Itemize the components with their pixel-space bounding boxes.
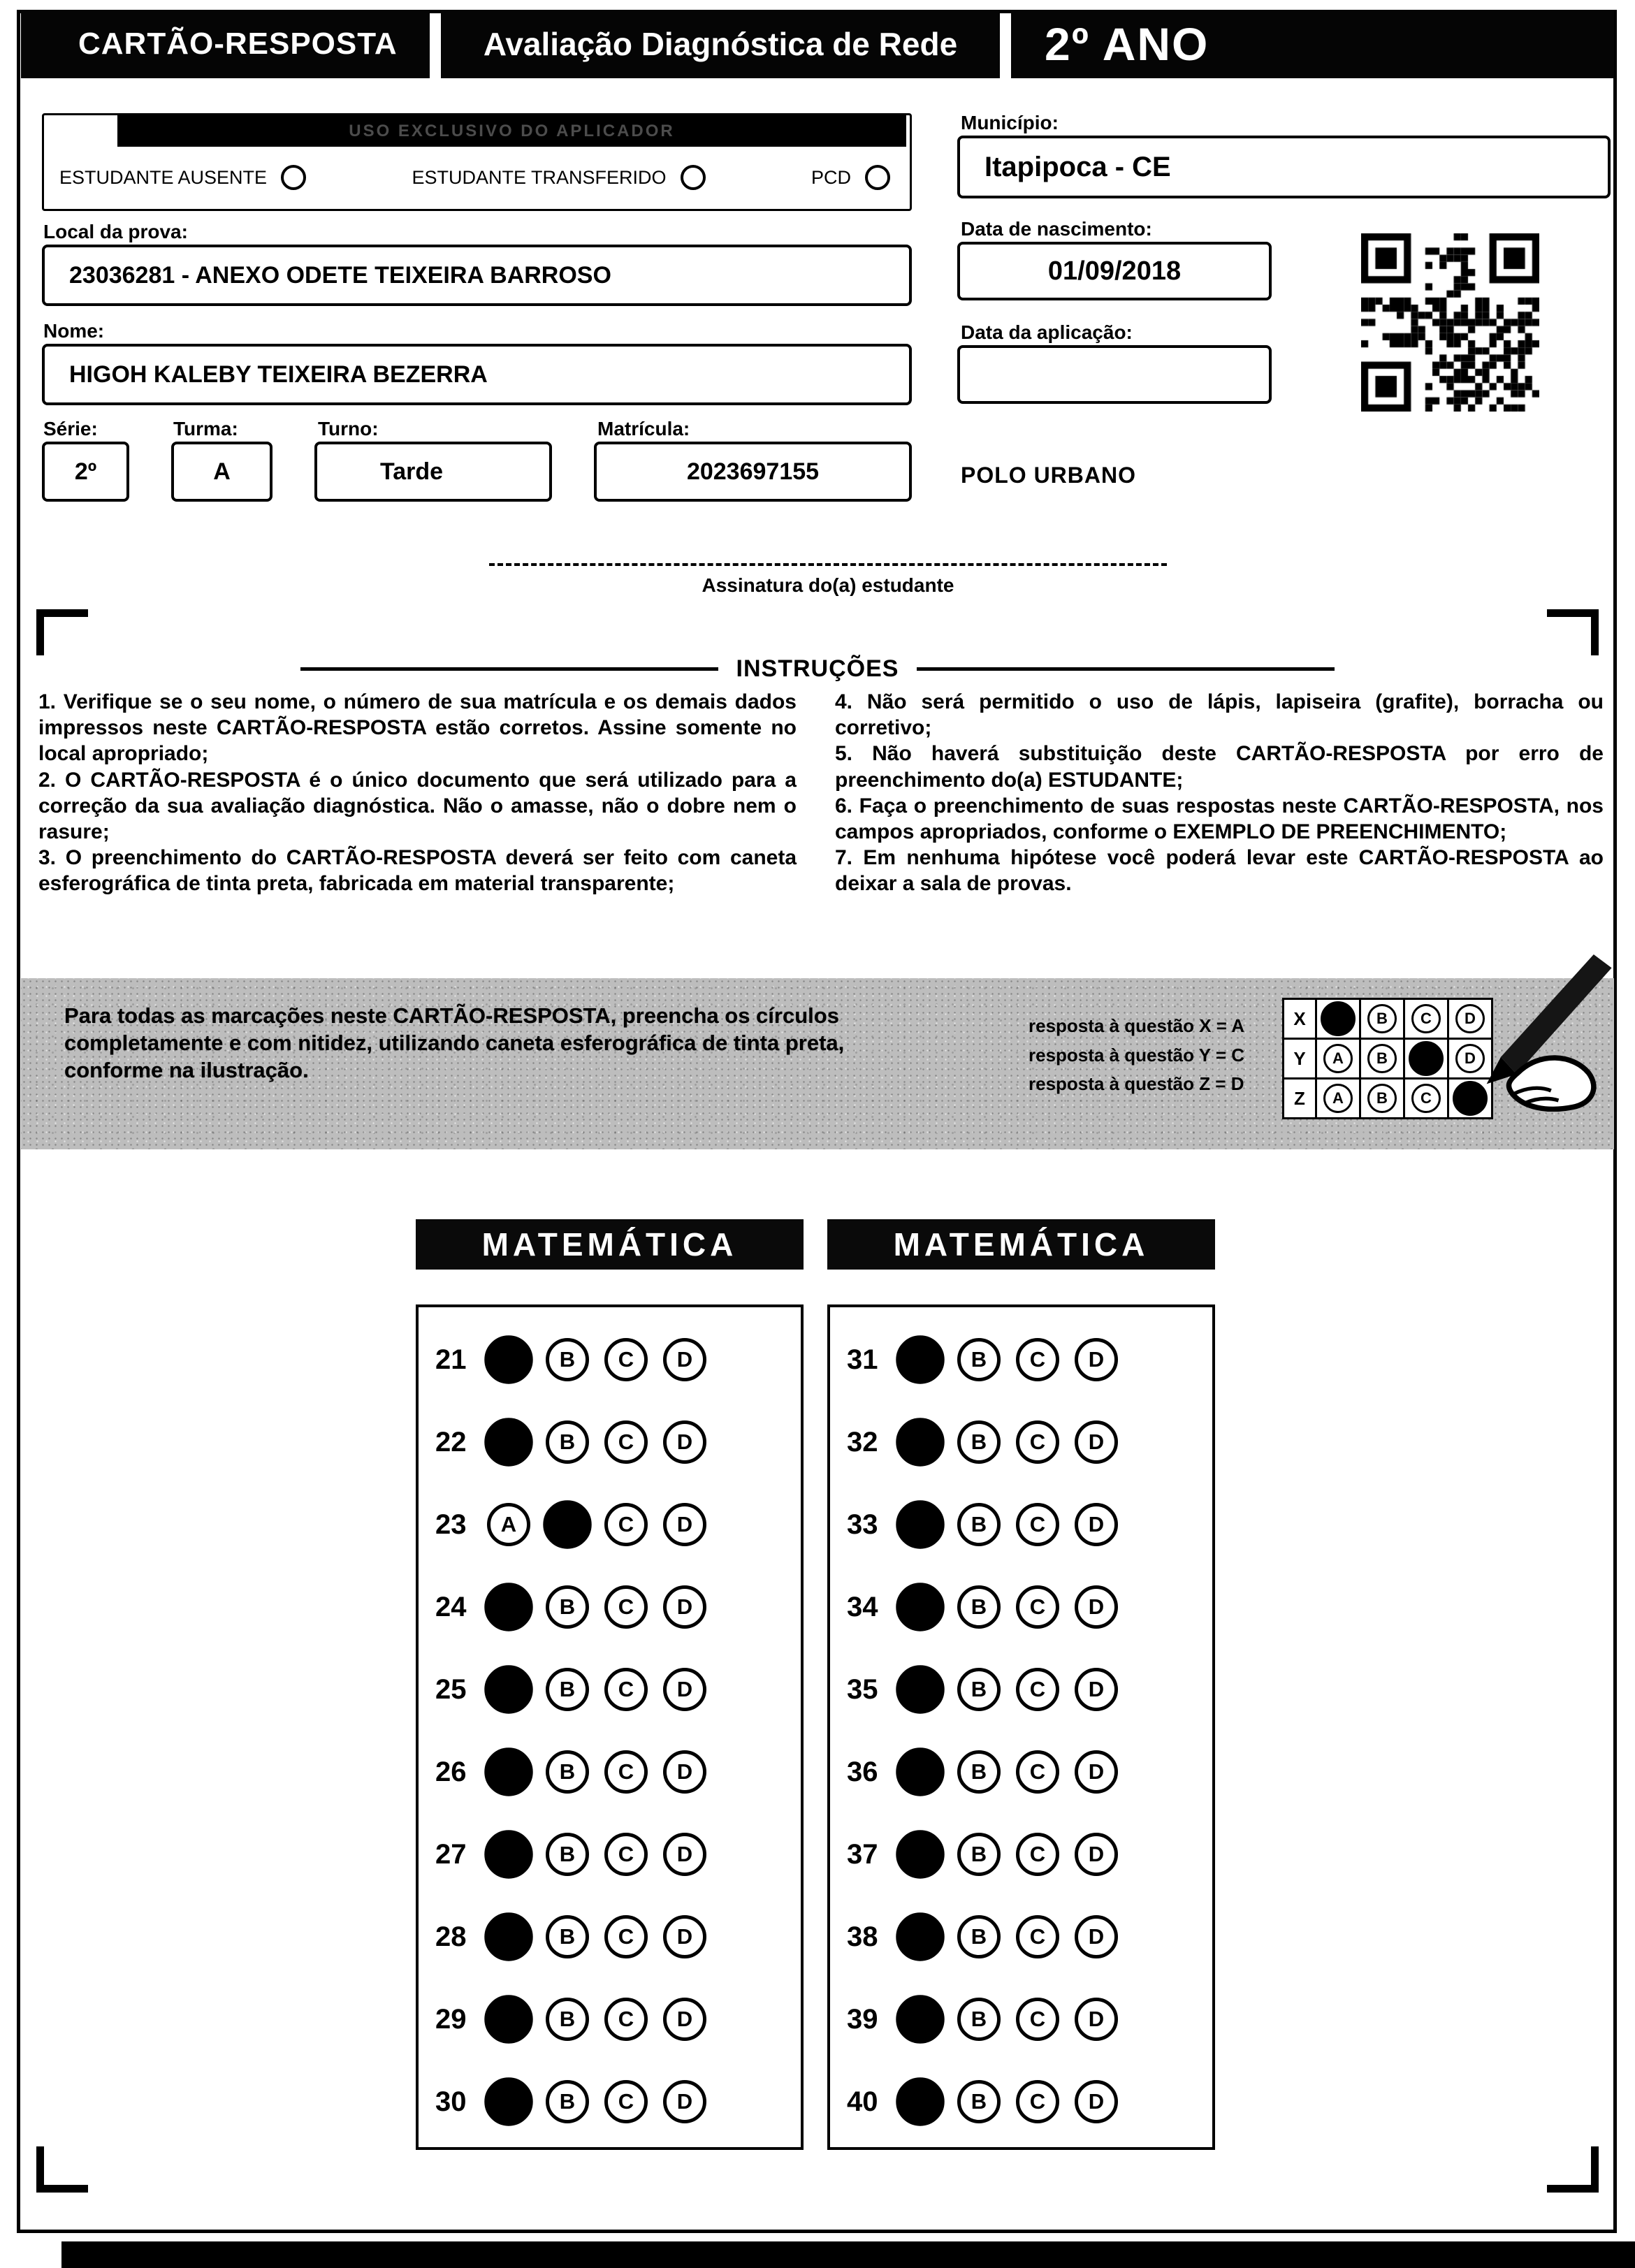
example-bubble-z-a: A (1323, 1084, 1353, 1113)
example-cell (1359, 1038, 1405, 1080)
bubble-q27-d[interactable]: D (663, 1833, 706, 1876)
turno-label: Turno: (318, 418, 379, 439)
question-row (435, 1420, 801, 1464)
bubble-q37-a[interactable] (896, 1830, 944, 1878)
question-row (847, 1503, 1212, 1546)
example-bubble-x-c: C (1411, 1004, 1441, 1033)
bubble-q25-a[interactable] (484, 1665, 532, 1713)
bubble-q35-d[interactable]: D (1075, 1668, 1118, 1711)
fill-example-banner (21, 978, 1614, 1149)
bubble-q21-c[interactable]: C (604, 1338, 648, 1381)
question-row (847, 1998, 1212, 2041)
example-bubble-x-b: B (1367, 1004, 1397, 1033)
bubble-q38-a[interactable] (896, 1912, 944, 1961)
bubble-q36-c[interactable]: C (1016, 1750, 1059, 1794)
grade-label: 2º ANO (1011, 10, 1614, 78)
question-number: 22 (435, 1426, 467, 1458)
title-rule-right (917, 667, 1335, 671)
assessment-title: Avaliação Diagnóstica de Rede (441, 10, 1000, 78)
nome-field (42, 344, 912, 405)
title-rule-left (300, 667, 718, 671)
bubble-q35-b[interactable]: B (957, 1668, 1001, 1711)
bubble-q28-a[interactable] (484, 1912, 532, 1961)
registration-mark-bottom-right (1547, 2146, 1599, 2193)
registration-mark-top-right (1547, 609, 1599, 655)
instructions-left-column (38, 689, 797, 897)
nascimento-value: 01/09/2018 (1047, 256, 1182, 286)
bubble-q29-b[interactable]: B (546, 1998, 589, 2041)
bubble-q31-c[interactable]: C (1016, 1338, 1059, 1381)
example-bubble-y-d: D (1455, 1044, 1485, 1073)
bubble-q40-b[interactable]: B (957, 2080, 1001, 2123)
bubble-q28-d[interactable]: D (663, 1915, 706, 1958)
bubble-q25-d[interactable]: D (663, 1668, 706, 1711)
instruction-item: 1. Verifique se o seu nome, o número de sua matrícula e os demais dados impressos neste CARTÃO-RESPOSTA estão corretos. Assine somente no local apropriado; (38, 690, 797, 766)
signature-label: Assinatura do(a) estudante (702, 574, 954, 596)
restricted-use-text: USO EXCLUSIVO DO APLICADOR (349, 121, 675, 140)
bubble-q27-a[interactable] (484, 1830, 532, 1878)
bubble-q30-c[interactable]: C (604, 2080, 648, 2123)
bubble-q27-c[interactable]: C (604, 1833, 648, 1876)
bubble-q34-b[interactable]: B (957, 1585, 1001, 1629)
serie-value: 2º (74, 458, 97, 485)
pen-hand-illustration (1414, 954, 1620, 1112)
bubble-q38-d[interactable]: D (1075, 1915, 1118, 1958)
bubble-q30-d[interactable]: D (663, 2080, 706, 2123)
example-row-label: X (1282, 998, 1317, 1040)
bubble-q21-d[interactable]: D (663, 1338, 706, 1381)
question-number: 38 (847, 1921, 878, 1952)
example-answer-key (1029, 1012, 1244, 1099)
checkbox-label: ESTUDANTE TRANSFERIDO (412, 166, 667, 188)
turno-value: Tarde (380, 458, 444, 485)
bubble-q40-d[interactable]: D (1075, 2080, 1118, 2123)
answer-area (416, 1219, 1215, 2150)
question-number: 31 (847, 1344, 878, 1375)
nascimento-label: Data de nascimento: (961, 218, 1152, 240)
example-key-line: resposta à questão X = A (1029, 1015, 1244, 1036)
matricula-label: Matrícula: (597, 418, 690, 439)
instructions-title-row (300, 655, 1335, 683)
fill-instructions-text: Para todas as marcações neste CARTÃO-RESPOSTA, preencha os círculos completamente e com nitidez, utilizando caneta esferográfica de tinta preta, conforme na ilustração. (64, 1003, 845, 1083)
question-row (847, 1668, 1212, 1711)
instruction-item: 4. Não será permitido o uso de lápis, lapiseira (grafite), borracha ou corretivo; (835, 690, 1604, 740)
question-row (847, 1420, 1212, 1464)
example-bubble-x-a (1321, 1001, 1356, 1036)
bubble-q33-a[interactable] (896, 1500, 944, 1548)
example-bubble-y-b: B (1367, 1044, 1397, 1073)
bubble-q24-c[interactable]: C (604, 1585, 648, 1629)
question-number: 34 (847, 1591, 878, 1622)
question-row (435, 1503, 801, 1546)
pcd-circle[interactable] (865, 165, 890, 190)
bubble-q34-d[interactable]: D (1075, 1585, 1118, 1629)
bubble-q32-c[interactable]: C (1016, 1420, 1059, 1464)
registration-mark-bottom-left (36, 2146, 88, 2193)
instruction-item: 5. Não haverá substituição deste CARTÃO-RESPOSTA por erro de preenchimento do(a) ESTUDANTE; (835, 742, 1604, 792)
qr-code (1361, 233, 1539, 412)
question-row (435, 1585, 801, 1629)
nome-label: Nome: (43, 320, 105, 342)
bubble-q36-d[interactable]: D (1075, 1750, 1118, 1794)
matricula-field (594, 442, 912, 502)
bubble-q33-d[interactable]: D (1075, 1503, 1118, 1546)
nascimento-field (957, 242, 1272, 300)
applicator-section (42, 113, 912, 211)
question-number: 27 (435, 1838, 467, 1870)
question-number: 21 (435, 1344, 467, 1375)
turma-field (171, 442, 272, 502)
question-row (435, 1915, 801, 1958)
bubble-q26-c[interactable]: C (604, 1750, 648, 1794)
instruction-item: 6. Faça o preenchimento de suas respostas neste CARTÃO-RESPOSTA, nos campos apropriados, conforme o EXEMPLO DE PREENCHIMENTO; (835, 794, 1604, 843)
section-title: MATEMÁTICA (416, 1219, 804, 1270)
bubble-q23-a[interactable]: A (487, 1503, 530, 1546)
bubble-q36-a[interactable] (896, 1747, 944, 1796)
example-key-line: resposta à questão Y = C (1029, 1044, 1245, 1066)
bubble-q30-a[interactable] (484, 2077, 532, 2125)
bubble-q35-c[interactable]: C (1016, 1668, 1059, 1711)
restricted-use-bar (117, 115, 906, 147)
bubble-q35-a[interactable] (896, 1665, 944, 1713)
local-da-prova-label: Local da prova: (43, 221, 188, 242)
aplicacao-field[interactable] (957, 345, 1272, 404)
bubble-q33-b[interactable]: B (957, 1503, 1001, 1546)
signature-line (489, 563, 1167, 566)
header-bar (21, 10, 1614, 78)
answer-grid (416, 1304, 804, 2150)
matricula-value: 2023697155 (686, 458, 820, 485)
estudante-transferido-circle[interactable] (681, 165, 706, 190)
bottom-print-strip (61, 2241, 1635, 2268)
question-number: 23 (435, 1509, 467, 1540)
bubble-q24-d[interactable]: D (663, 1585, 706, 1629)
question-row (435, 1338, 801, 1381)
bubble-q27-b[interactable]: B (546, 1833, 589, 1876)
question-row (435, 1833, 801, 1876)
bubble-q40-a[interactable] (896, 2077, 944, 2125)
example-bubble-z-c: C (1411, 1084, 1441, 1113)
question-number: 39 (847, 2003, 878, 2035)
status-checkbox-row (44, 147, 910, 208)
turma-label: Turma: (173, 418, 238, 439)
question-number: 32 (847, 1426, 878, 1458)
instruction-item: 3. O preenchimento do CARTÃO-RESPOSTA deverá ser feito com caneta esferográfica de tinta preta, fabricada em material transparente; (38, 846, 797, 896)
example-cell (1315, 998, 1361, 1040)
bubble-q39-b[interactable]: B (957, 1998, 1001, 2041)
checkbox-estudante-ausente (59, 165, 306, 190)
bubble-q31-b[interactable]: B (957, 1338, 1001, 1381)
municipio-label: Município: (961, 112, 1059, 133)
bubble-q34-a[interactable] (896, 1583, 944, 1631)
answer-section (827, 1219, 1215, 2150)
bubble-q23-d[interactable]: D (663, 1503, 706, 1546)
question-row (435, 1668, 801, 1711)
estudante-ausente-circle[interactable] (281, 165, 306, 190)
answer-grid (827, 1304, 1215, 2150)
bubble-q31-d[interactable]: D (1075, 1338, 1118, 1381)
question-number: 28 (435, 1921, 467, 1952)
bubble-q29-a[interactable] (484, 1995, 532, 2043)
question-number: 25 (435, 1673, 467, 1705)
question-number: 26 (435, 1756, 467, 1787)
checkbox-estudante-transferido (412, 165, 706, 190)
local-da-prova-value: 23036281 - ANEXO ODETE TEIXEIRA BARROSO (69, 261, 611, 289)
bubble-q32-d[interactable]: D (1075, 1420, 1118, 1464)
bubble-q36-b[interactable]: B (957, 1750, 1001, 1794)
example-cell (1315, 1038, 1361, 1080)
bubble-q37-c[interactable]: C (1016, 1833, 1059, 1876)
example-bubble-y-a: A (1323, 1044, 1353, 1073)
question-row (847, 1338, 1212, 1381)
bubble-q22-b[interactable]: B (546, 1420, 589, 1464)
registration-mark-top-left (36, 609, 88, 655)
question-number: 24 (435, 1591, 467, 1622)
question-number: 35 (847, 1673, 878, 1705)
bubble-q40-c[interactable]: C (1016, 2080, 1059, 2123)
nome-value: HIGOH KALEBY TEIXEIRA BEZERRA (69, 361, 488, 388)
question-number: 37 (847, 1838, 878, 1870)
checkbox-label: PCD (811, 166, 851, 188)
question-number: 40 (847, 2086, 878, 2117)
local-da-prova-field (42, 245, 912, 306)
question-row (435, 1998, 801, 2041)
bubble-q38-b[interactable]: B (957, 1915, 1001, 1958)
municipio-field (957, 136, 1611, 198)
instruction-item: 7. Em nenhuma hipótese você poderá levar este CARTÃO-RESPOSTA ao deixar a sala de provas. (835, 846, 1604, 896)
instructions-right-column (835, 689, 1604, 897)
example-cell (1359, 998, 1405, 1040)
bubble-q31-a[interactable] (896, 1335, 944, 1383)
question-number: 30 (435, 2086, 467, 2117)
example-cell (1315, 1077, 1361, 1119)
polo-urbano-label: POLO URBANO (961, 463, 1136, 488)
bubble-q30-b[interactable]: B (546, 2080, 589, 2123)
bubble-q37-b[interactable]: B (957, 1833, 1001, 1876)
instructions-title: INSTRUÇÕES (736, 655, 899, 682)
serie-field (42, 442, 129, 502)
bubble-q23-b[interactable] (543, 1500, 591, 1548)
bubble-q28-c[interactable]: C (604, 1915, 648, 1958)
question-row (847, 1915, 1212, 1958)
bubble-q26-d[interactable]: D (663, 1750, 706, 1794)
checkbox-pcd (811, 165, 890, 190)
bubble-q22-d[interactable]: D (663, 1420, 706, 1464)
bubble-q37-d[interactable]: D (1075, 1833, 1118, 1876)
bubble-q29-c[interactable]: C (604, 1998, 648, 2041)
bubble-q21-b[interactable]: B (546, 1338, 589, 1381)
bubble-q34-c[interactable]: C (1016, 1585, 1059, 1629)
bubble-q24-a[interactable] (484, 1583, 532, 1631)
example-cell (1359, 1077, 1405, 1119)
bubble-q24-b[interactable]: B (546, 1585, 589, 1629)
turma-value: A (213, 458, 231, 485)
bubble-q39-c[interactable]: C (1016, 1998, 1059, 2041)
question-row (847, 1750, 1212, 1794)
aplicacao-label: Data da aplicação: (961, 321, 1133, 343)
bubble-q32-b[interactable]: B (957, 1420, 1001, 1464)
example-row-label: Z (1282, 1077, 1317, 1119)
question-number: 36 (847, 1756, 878, 1787)
example-bubble-z-b: B (1367, 1084, 1397, 1113)
sheet-title: CARTÃO-RESPOSTA (21, 10, 430, 78)
bubble-q21-a[interactable] (484, 1335, 532, 1383)
bubble-q26-b[interactable]: B (546, 1750, 589, 1794)
checkbox-label: ESTUDANTE AUSENTE (59, 166, 268, 188)
bubble-q32-a[interactable] (896, 1418, 944, 1466)
serie-label: Série: (43, 418, 98, 439)
question-number: 33 (847, 1509, 878, 1540)
example-key-line: resposta à questão Z = D (1029, 1073, 1244, 1095)
instruction-item: 2. O CARTÃO-RESPOSTA é o único documento que será utilizado para a correção da sua avaliação diagnóstica. Não o amasse, não o dobre nem o rasure; (38, 768, 797, 843)
bubble-q29-d[interactable]: D (663, 1998, 706, 2041)
example-bubble-x-d: D (1455, 1004, 1485, 1033)
bubble-q33-c[interactable]: C (1016, 1503, 1059, 1546)
question-row (435, 1750, 801, 1794)
bubble-q23-c[interactable]: C (604, 1503, 648, 1546)
bubble-q25-c[interactable]: C (604, 1668, 648, 1711)
bubble-q25-b[interactable]: B (546, 1668, 589, 1711)
bubble-q22-a[interactable] (484, 1418, 532, 1466)
question-row (847, 1585, 1212, 1629)
example-row-label: Y (1282, 1038, 1317, 1080)
bubble-q22-c[interactable]: C (604, 1420, 648, 1464)
bubble-q28-b[interactable]: B (546, 1915, 589, 1958)
bubble-q39-d[interactable]: D (1075, 1998, 1118, 2041)
section-title: MATEMÁTICA (827, 1219, 1215, 1270)
turno-field (314, 442, 552, 502)
question-row (847, 1833, 1212, 1876)
municipio-value: Itapipoca - CE (984, 151, 1171, 182)
bubble-q26-a[interactable] (484, 1747, 532, 1796)
bubble-q39-a[interactable] (896, 1995, 944, 2043)
question-row (847, 2080, 1212, 2123)
question-row (435, 2080, 801, 2123)
question-number: 29 (435, 2003, 467, 2035)
bubble-q38-c[interactable]: C (1016, 1915, 1059, 1958)
answer-section (416, 1219, 804, 2150)
